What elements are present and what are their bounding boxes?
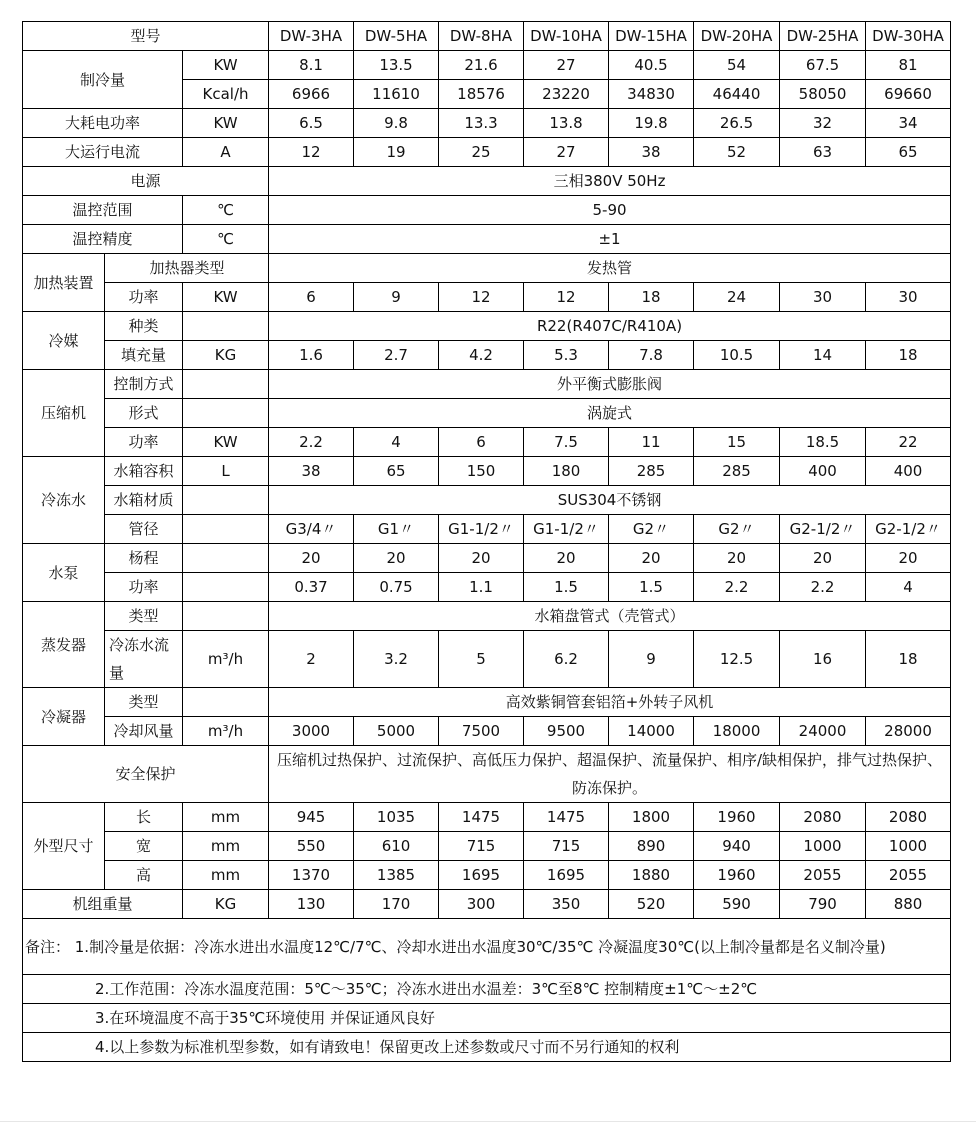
table-cell (183, 573, 269, 602)
cooling-kcal-value: 6966 (269, 80, 354, 109)
max-power-value: 13.3 (439, 109, 524, 138)
table-row (23, 890, 951, 919)
condenser-air-value: 14000 (609, 717, 694, 746)
cooling-kcal-value: 34830 (609, 80, 694, 109)
condenser-air-value: 24000 (780, 717, 866, 746)
height-value: 1695 (439, 861, 524, 890)
cooling-kw-value: 8.1 (269, 51, 354, 80)
length-value: 1475 (524, 803, 609, 832)
note-4: 4.以上参数为标准机型参数，如有请致电！保留更改上述参数或尺寸而不另行通知的权利 (23, 1033, 951, 1062)
cooling-kw-value: 54 (694, 51, 780, 80)
safety-value: 压缩机过热保护、过流保护、高低压力保护、超温保护、流量保护、相序/缺相保护，排气过热保护、防冻保护。 (269, 746, 951, 803)
height-value: 2055 (780, 861, 866, 890)
weight-value: 130 (269, 890, 354, 919)
note-row (23, 919, 951, 975)
pipe-size-value: G1-1/2〃 (439, 515, 524, 544)
table-row (23, 109, 951, 138)
cooling-kcal-value: 58050 (780, 80, 866, 109)
spec-table (22, 21, 951, 1062)
tank-volume-value: 180 (524, 457, 609, 486)
width-value: 1000 (780, 832, 866, 861)
evaporator-type-label: 类型 (105, 602, 183, 631)
condenser-air-value: 9500 (524, 717, 609, 746)
table-row (23, 861, 951, 890)
table-row (23, 341, 951, 370)
pump-power-value: 1.5 (609, 573, 694, 602)
refrigerant-charge-value: 2.7 (354, 341, 439, 370)
table-row (23, 602, 951, 631)
compressor-control-label: 控制方式 (105, 370, 183, 399)
table-row (23, 717, 951, 746)
pipe-size-label: 管径 (105, 515, 183, 544)
tank-volume-label: 水箱容积 (105, 457, 183, 486)
table-cell (183, 370, 269, 399)
length-value: 1800 (609, 803, 694, 832)
refrigerant-label: 冷媒 (23, 312, 105, 370)
table-row (23, 254, 951, 283)
width-value: 1000 (866, 832, 951, 861)
pump-power-value: 1.5 (524, 573, 609, 602)
refrigerant-charge-value: 18 (866, 341, 951, 370)
max-power-value: 13.8 (524, 109, 609, 138)
table-cell (183, 312, 269, 341)
heater-power-label: 功率 (105, 283, 183, 312)
cooling-kcal-value: 23220 (524, 80, 609, 109)
evaporator-flow-value: 18 (866, 631, 951, 688)
evaporator-label: 蒸发器 (23, 602, 105, 688)
refrigerant-charge-value: 14 (780, 341, 866, 370)
length-value: 1475 (439, 803, 524, 832)
max-power-value: 34 (866, 109, 951, 138)
table-row (23, 167, 951, 196)
pump-head-value: 20 (354, 544, 439, 573)
pump-head-value: 20 (269, 544, 354, 573)
width-value: 610 (354, 832, 439, 861)
dimensions-label: 外型尺寸 (23, 803, 105, 890)
note-row (23, 1004, 951, 1033)
compressor-label: 压缩机 (23, 370, 105, 457)
condenser-air-value: 18000 (694, 717, 780, 746)
unit-cell: mm (183, 832, 269, 861)
evaporator-flow-value: 16 (780, 631, 866, 688)
condenser-type-label: 类型 (105, 688, 183, 717)
heater-power-value: 18 (609, 283, 694, 312)
temp-range-label: 温控范围 (23, 196, 183, 225)
pipe-size-value: G2-1/2〃 (866, 515, 951, 544)
table-row (23, 428, 951, 457)
model-header-value: DW-30HA (866, 22, 951, 51)
unit-cell: ℃ (183, 225, 269, 254)
evaporator-flow-value: 3.2 (354, 631, 439, 688)
tank-volume-value: 285 (609, 457, 694, 486)
max-power-label: 大耗电功率 (23, 109, 183, 138)
max-current-value: 12 (269, 138, 354, 167)
weight-value: 790 (780, 890, 866, 919)
max-current-value: 65 (866, 138, 951, 167)
unit-cell: KW (183, 283, 269, 312)
table-cell (183, 515, 269, 544)
table-row (23, 486, 951, 515)
table-row (23, 688, 951, 717)
table-row (23, 399, 951, 428)
pipe-size-value: G2〃 (694, 515, 780, 544)
unit-cell: KW (183, 428, 269, 457)
tank-material-label: 水箱材质 (105, 486, 183, 515)
compressor-power-value: 6 (439, 428, 524, 457)
refrigerant-charge-value: 4.2 (439, 341, 524, 370)
pipe-size-value: G3/4〃 (269, 515, 354, 544)
pump-head-value: 20 (780, 544, 866, 573)
tank-volume-value: 150 (439, 457, 524, 486)
heater-power-value: 30 (780, 283, 866, 312)
height-value: 2055 (866, 861, 951, 890)
refrigerant-charge-value: 7.8 (609, 341, 694, 370)
model-header-value: DW-15HA (609, 22, 694, 51)
pump-power-value: 1.1 (439, 573, 524, 602)
table-row (23, 573, 951, 602)
condenser-air-label: 冷却风量 (105, 717, 183, 746)
pipe-size-value: G2-1/2〃 (780, 515, 866, 544)
weight-value: 590 (694, 890, 780, 919)
length-value: 945 (269, 803, 354, 832)
unit-cell: mm (183, 861, 269, 890)
table-row (23, 370, 951, 399)
table-header-row (23, 22, 951, 51)
pump-power-value: 0.75 (354, 573, 439, 602)
note-2: 2.工作范围：冷冻水温度范围：5℃～35℃；冷冻水进出水温差：3℃至8℃ 控制精度±1℃～±2℃ (23, 975, 951, 1004)
max-current-value: 38 (609, 138, 694, 167)
weight-value: 170 (354, 890, 439, 919)
heater-type-label: 加热器类型 (105, 254, 269, 283)
table-row (23, 803, 951, 832)
heater-power-value: 12 (439, 283, 524, 312)
unit-cell: mm (183, 803, 269, 832)
table-row (23, 225, 951, 254)
length-value: 1960 (694, 803, 780, 832)
cooling-kcal-value: 46440 (694, 80, 780, 109)
height-value: 1960 (694, 861, 780, 890)
unit-cell: KW (183, 109, 269, 138)
compressor-power-label: 功率 (105, 428, 183, 457)
max-current-value: 19 (354, 138, 439, 167)
compressor-power-value: 4 (354, 428, 439, 457)
pump-head-value: 20 (866, 544, 951, 573)
width-value: 890 (609, 832, 694, 861)
evaporator-type-value: 水箱盘管式（壳管式） (269, 602, 951, 631)
length-value: 2080 (866, 803, 951, 832)
refrigerant-charge-value: 10.5 (694, 341, 780, 370)
heater-power-value: 24 (694, 283, 780, 312)
unit-cell: m³/h (183, 631, 269, 688)
max-current-value: 25 (439, 138, 524, 167)
model-header-value: DW-10HA (524, 22, 609, 51)
cooling-capacity-label: 制冷量 (23, 51, 183, 109)
model-header-value: DW-8HA (439, 22, 524, 51)
max-current-value: 63 (780, 138, 866, 167)
table-cell (183, 399, 269, 428)
cooling-kw-value: 40.5 (609, 51, 694, 80)
heater-power-value: 6 (269, 283, 354, 312)
length-label: 长 (105, 803, 183, 832)
cooling-kw-value: 81 (866, 51, 951, 80)
tank-volume-value: 38 (269, 457, 354, 486)
condenser-air-value: 5000 (354, 717, 439, 746)
max-power-value: 9.8 (354, 109, 439, 138)
heater-label: 加热装置 (23, 254, 105, 312)
heater-power-value: 9 (354, 283, 439, 312)
pump-head-label: 杨程 (105, 544, 183, 573)
width-label: 宽 (105, 832, 183, 861)
cooling-kcal-value: 69660 (866, 80, 951, 109)
heater-type-value: 发热管 (269, 254, 951, 283)
heater-power-value: 12 (524, 283, 609, 312)
evaporator-flow-value: 2 (269, 631, 354, 688)
pump-head-value: 20 (609, 544, 694, 573)
table-row (23, 832, 951, 861)
model-header-value: DW-20HA (694, 22, 780, 51)
table-cell (183, 602, 269, 631)
power-supply-label: 电源 (23, 167, 269, 196)
note-row (23, 975, 951, 1004)
refrigerant-charge-value: 5.3 (524, 341, 609, 370)
weight-value: 350 (524, 890, 609, 919)
evaporator-flow-label: 冷冻水流量 (105, 631, 183, 688)
evaporator-flow-value: 6.2 (524, 631, 609, 688)
height-value: 1695 (524, 861, 609, 890)
page-bottom-divider (0, 1121, 976, 1122)
note-3: 3.在环境温度不高于35℃环境使用 并保证通风良好 (23, 1004, 951, 1033)
cooling-kcal-value: 18576 (439, 80, 524, 109)
pump-power-value: 4 (866, 573, 951, 602)
compressor-form-value: 涡旋式 (269, 399, 951, 428)
pump-label: 水泵 (23, 544, 105, 602)
unit-cell: L (183, 457, 269, 486)
table-row (23, 544, 951, 573)
max-current-label: 大运行电流 (23, 138, 183, 167)
table-row (23, 457, 951, 486)
unit-cell: KW (183, 51, 269, 80)
pump-power-label: 功率 (105, 573, 183, 602)
condenser-label: 冷凝器 (23, 688, 105, 746)
height-value: 1370 (269, 861, 354, 890)
cooling-kw-value: 67.5 (780, 51, 866, 80)
compressor-power-value: 15 (694, 428, 780, 457)
pump-power-value: 2.2 (780, 573, 866, 602)
power-supply-value: 三相380V 50Hz (269, 167, 951, 196)
compressor-control-value: 外平衡式膨胀阀 (269, 370, 951, 399)
cooling-kw-value: 27 (524, 51, 609, 80)
model-header-label: 型号 (23, 22, 269, 51)
weight-value: 520 (609, 890, 694, 919)
cooling-kcal-value: 11610 (354, 80, 439, 109)
weight-value: 880 (866, 890, 951, 919)
compressor-power-value: 22 (866, 428, 951, 457)
table-row (23, 138, 951, 167)
unit-cell: Kcal/h (183, 80, 269, 109)
unit-cell: A (183, 138, 269, 167)
pipe-size-value: G1〃 (354, 515, 439, 544)
length-value: 2080 (780, 803, 866, 832)
compressor-power-value: 2.2 (269, 428, 354, 457)
tank-volume-value: 65 (354, 457, 439, 486)
compressor-power-value: 18.5 (780, 428, 866, 457)
height-value: 1385 (354, 861, 439, 890)
cooling-kw-value: 21.6 (439, 51, 524, 80)
table-row (23, 312, 951, 341)
temp-range-value: 5-90 (269, 196, 951, 225)
height-label: 高 (105, 861, 183, 890)
temp-precision-label: 温控精度 (23, 225, 183, 254)
condenser-type-value: 高效紫铜管套铝箔+外转子风机 (269, 688, 951, 717)
pump-head-value: 20 (524, 544, 609, 573)
max-power-value: 32 (780, 109, 866, 138)
safety-label: 安全保护 (23, 746, 269, 803)
width-value: 715 (439, 832, 524, 861)
tank-material-value: SUS304不锈钢 (269, 486, 951, 515)
tank-volume-value: 400 (780, 457, 866, 486)
compressor-power-value: 11 (609, 428, 694, 457)
max-power-value: 19.8 (609, 109, 694, 138)
unit-cell: ℃ (183, 196, 269, 225)
max-power-value: 6.5 (269, 109, 354, 138)
table-row (23, 196, 951, 225)
width-value: 550 (269, 832, 354, 861)
table-row (23, 631, 951, 688)
model-header-value: DW-3HA (269, 22, 354, 51)
condenser-air-value: 3000 (269, 717, 354, 746)
table-row (23, 283, 951, 312)
table-cell (183, 688, 269, 717)
tank-volume-value: 285 (694, 457, 780, 486)
pump-head-value: 20 (694, 544, 780, 573)
pump-power-value: 2.2 (694, 573, 780, 602)
unit-cell: KG (183, 890, 269, 919)
max-current-value: 27 (524, 138, 609, 167)
width-value: 940 (694, 832, 780, 861)
evaporator-flow-value: 12.5 (694, 631, 780, 688)
refrigerant-kind-value: R22(R407C/R410A) (269, 312, 951, 341)
evaporator-flow-value: 5 (439, 631, 524, 688)
unit-cell: m³/h (183, 717, 269, 746)
height-value: 1880 (609, 861, 694, 890)
width-value: 715 (524, 832, 609, 861)
table-row (23, 51, 951, 80)
condenser-air-value: 28000 (866, 717, 951, 746)
heater-power-value: 30 (866, 283, 951, 312)
max-power-value: 26.5 (694, 109, 780, 138)
pump-power-value: 0.37 (269, 573, 354, 602)
length-value: 1035 (354, 803, 439, 832)
table-row (23, 515, 951, 544)
compressor-form-label: 形式 (105, 399, 183, 428)
note-row (23, 1033, 951, 1062)
refrigerant-charge-label: 填充量 (105, 341, 183, 370)
compressor-power-value: 7.5 (524, 428, 609, 457)
weight-value: 300 (439, 890, 524, 919)
table-cell (183, 486, 269, 515)
max-current-value: 52 (694, 138, 780, 167)
cooling-kw-value: 13.5 (354, 51, 439, 80)
unit-cell: KG (183, 341, 269, 370)
model-header-value: DW-5HA (354, 22, 439, 51)
evaporator-flow-value: 9 (609, 631, 694, 688)
temp-precision-value: ±1 (269, 225, 951, 254)
table-cell (183, 544, 269, 573)
weight-label: 机组重量 (23, 890, 183, 919)
pump-head-value: 20 (439, 544, 524, 573)
tank-volume-value: 400 (866, 457, 951, 486)
refrigerant-charge-value: 1.6 (269, 341, 354, 370)
chilled-water-label: 冷冻水 (23, 457, 105, 544)
pipe-size-value: G1-1/2〃 (524, 515, 609, 544)
refrigerant-kind-label: 种类 (105, 312, 183, 341)
pipe-size-value: G2〃 (609, 515, 694, 544)
condenser-air-value: 7500 (439, 717, 524, 746)
table-row (23, 746, 951, 803)
note-1: 备注： 1.制冷量是依据：冷冻水进出水温度12℃/7℃、冷却水进出水温度30℃/35℃ 冷凝温度30℃(以上制冷量都是名义制冷量) (23, 919, 951, 975)
model-header-value: DW-25HA (780, 22, 866, 51)
